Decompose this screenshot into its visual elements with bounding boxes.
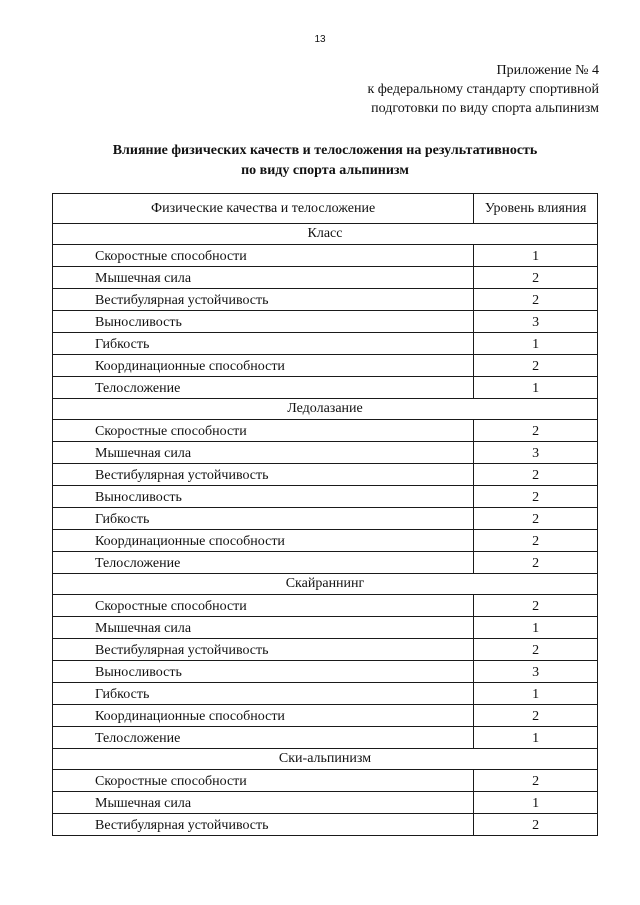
table-row xyxy=(53,333,598,355)
table-row xyxy=(53,595,598,617)
quality-cell: Выносливость xyxy=(53,311,474,333)
table-row xyxy=(53,661,598,683)
quality-cell: Телосложение xyxy=(53,552,474,574)
document-title xyxy=(52,141,598,181)
quality-cell: Гибкость xyxy=(53,683,474,705)
quality-cell: Мышечная сила xyxy=(53,617,474,639)
level-cell: 1 xyxy=(474,245,598,267)
table-row xyxy=(53,311,598,333)
level-cell: 2 xyxy=(474,552,598,574)
table-row xyxy=(53,420,598,442)
table-header-row xyxy=(53,194,598,224)
quality-cell: Вестибулярная устойчивость xyxy=(53,639,474,661)
level-cell: 2 xyxy=(474,508,598,530)
quality-cell: Мышечная сила xyxy=(53,267,474,289)
table-row xyxy=(53,705,598,727)
appendix-line-3: подготовки по виду спорта альпинизм xyxy=(371,101,599,116)
section-title: Класс xyxy=(53,224,598,245)
level-cell: 1 xyxy=(474,792,598,814)
level-cell: 1 xyxy=(474,377,598,399)
table-row xyxy=(53,727,598,749)
level-cell: 1 xyxy=(474,727,598,749)
quality-cell: Координационные способности xyxy=(53,530,474,552)
level-cell: 2 xyxy=(474,420,598,442)
influence-table xyxy=(52,193,598,836)
table-row xyxy=(53,464,598,486)
table-row xyxy=(53,552,598,574)
level-cell: 1 xyxy=(474,683,598,705)
level-cell: 2 xyxy=(474,595,598,617)
section-row xyxy=(53,749,598,770)
level-cell: 3 xyxy=(474,442,598,464)
page-number: 13 xyxy=(314,34,326,45)
level-cell: 2 xyxy=(474,530,598,552)
quality-cell: Телосложение xyxy=(53,727,474,749)
table-row xyxy=(53,267,598,289)
quality-cell: Вестибулярная устойчивость xyxy=(53,464,474,486)
section-title: Ледолазание xyxy=(53,399,598,420)
level-cell: 2 xyxy=(474,464,598,486)
table-row xyxy=(53,442,598,464)
header-quality: Физические качества и телосложение xyxy=(53,194,474,224)
table-row xyxy=(53,617,598,639)
level-cell: 1 xyxy=(474,333,598,355)
section-row xyxy=(53,574,598,595)
title-line-1: Влияние физических качеств и телосложения на результативность xyxy=(112,143,538,158)
section-title: Ски-альпинизм xyxy=(53,749,598,770)
level-cell: 2 xyxy=(474,355,598,377)
header-level: Уровень влияния xyxy=(474,194,598,224)
level-cell: 2 xyxy=(474,705,598,727)
table-row xyxy=(53,639,598,661)
section-title: Скайраннинг xyxy=(53,574,598,595)
quality-cell: Выносливость xyxy=(53,486,474,508)
table-row xyxy=(53,289,598,311)
quality-cell: Мышечная сила xyxy=(53,792,474,814)
appendix-line-1: Приложение № 4 xyxy=(496,63,599,78)
table-row xyxy=(53,770,598,792)
table-row xyxy=(53,814,598,836)
table-row xyxy=(53,508,598,530)
level-cell: 2 xyxy=(474,814,598,836)
table-row xyxy=(53,377,598,399)
quality-cell: Координационные способности xyxy=(53,355,474,377)
quality-cell: Скоростные способности xyxy=(53,245,474,267)
level-cell: 2 xyxy=(474,289,598,311)
level-cell: 2 xyxy=(474,486,598,508)
title-line-2: по виду спорта альпинизм xyxy=(241,163,409,178)
quality-cell: Координационные способности xyxy=(53,705,474,727)
quality-cell: Гибкость xyxy=(53,333,474,355)
level-cell: 1 xyxy=(474,617,598,639)
table-row xyxy=(53,245,598,267)
table-row xyxy=(53,530,598,552)
level-cell: 3 xyxy=(474,661,598,683)
appendix-header xyxy=(367,61,599,118)
quality-cell: Скоростные способности xyxy=(53,770,474,792)
section-row xyxy=(53,224,598,245)
quality-cell: Мышечная сила xyxy=(53,442,474,464)
level-cell: 2 xyxy=(474,267,598,289)
quality-cell: Выносливость xyxy=(53,661,474,683)
table-row xyxy=(53,355,598,377)
table-body xyxy=(53,224,598,836)
appendix-line-2: к федеральному стандарту спортивной xyxy=(367,82,599,97)
quality-cell: Телосложение xyxy=(53,377,474,399)
table-row xyxy=(53,792,598,814)
quality-cell: Вестибулярная устойчивость xyxy=(53,289,474,311)
section-row xyxy=(53,399,598,420)
level-cell: 2 xyxy=(474,639,598,661)
level-cell: 3 xyxy=(474,311,598,333)
table-row xyxy=(53,486,598,508)
quality-cell: Вестибулярная устойчивость xyxy=(53,814,474,836)
table-row xyxy=(53,683,598,705)
quality-cell: Скоростные способности xyxy=(53,420,474,442)
level-cell: 2 xyxy=(474,770,598,792)
quality-cell: Гибкость xyxy=(53,508,474,530)
quality-cell: Скоростные способности xyxy=(53,595,474,617)
